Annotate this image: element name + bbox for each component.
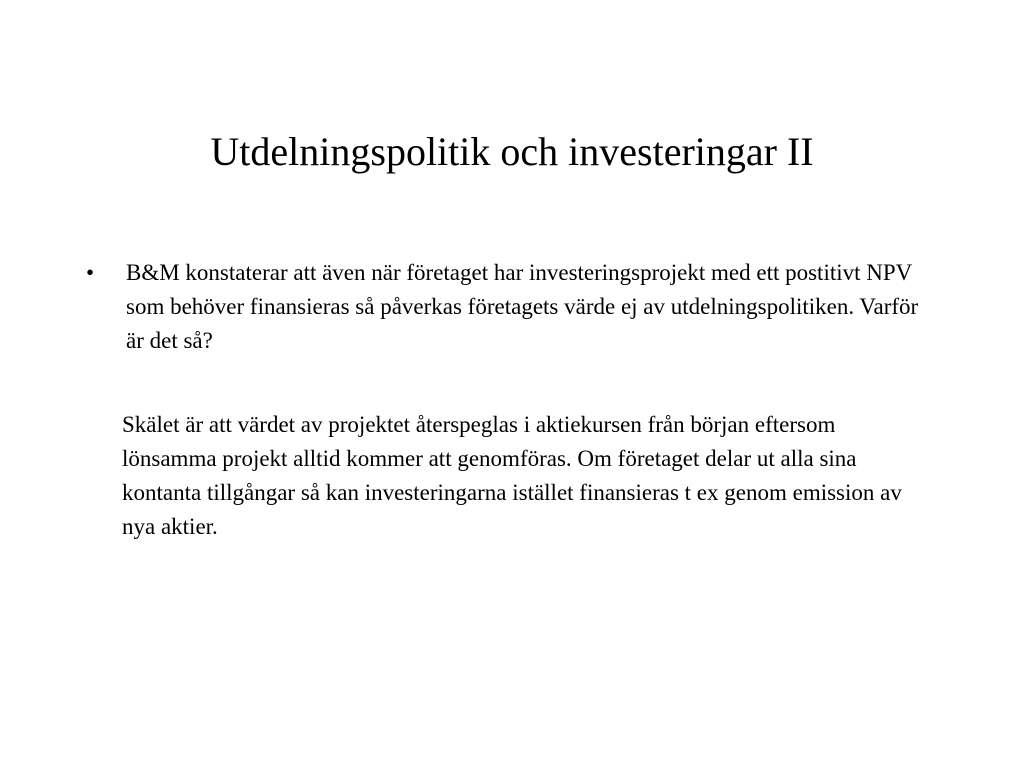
bullet-text: B&M konstaterar att även när företaget har investeringsprojekt med ett postitivt NPV som behöver finansieras så påverkas företagets värde ej av utdelningspolitiken. Varför är det så? xyxy=(126,260,919,353)
bullet-item xyxy=(86,256,956,358)
slide-title: Utdelningspolitik och investeringar II xyxy=(210,129,814,174)
answer-paragraph: Skälet är att värdet av projektet återspeglas i aktiekursen från början eftersom lönsamma projekt alltid kommer att genomföras. Om företaget delar ut alla sina kontanta tillgångar så kan investeringarna istället finansieras t ex genom emission av nya aktier. xyxy=(122,412,902,539)
bullet-icon: • xyxy=(86,260,95,285)
